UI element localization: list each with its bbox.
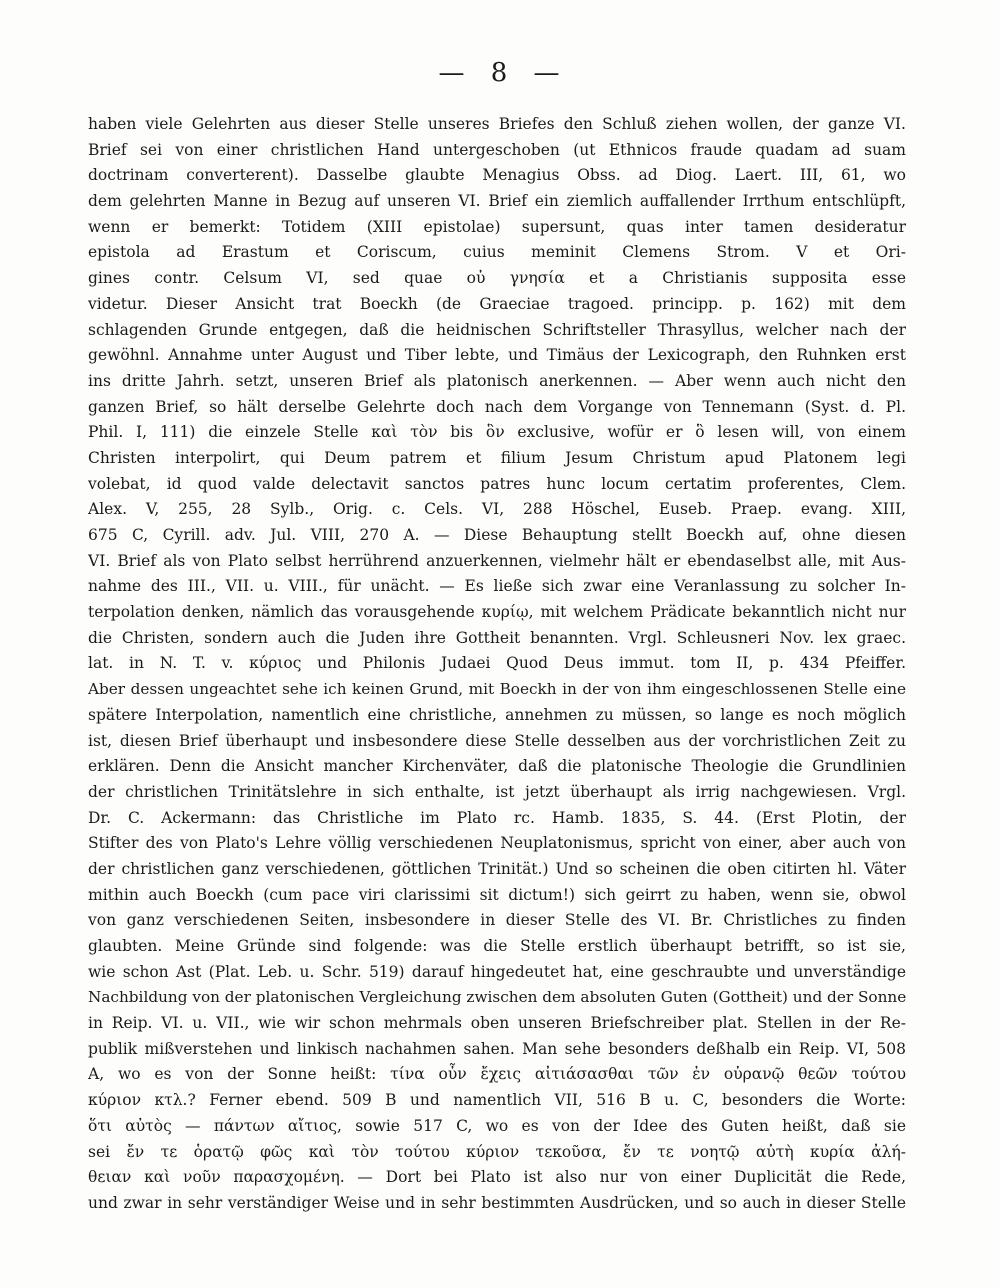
text-line: der christlichen ganz verschiedenen, göttlichen Trinität.) Und so scheinen die oben citirten hl. Väter <box>88 859 906 878</box>
text-line: A, wo es von der Sonne heißt: τίνα οὖν ἔχεις αἰτιάσασθαι τῶν ἐν οὐρανῷ θεῶν τούτου <box>88 1065 906 1084</box>
text-line: sei ἔν τε ὁρατῷ φῶς καὶ τὸν τούτου κύριον τεκοῦσα, ἔν τε νοητῷ αὐτὴ κυρία ἀλή- <box>88 1142 906 1161</box>
text-line: Alex. V, 255, 28 Sylb., Orig. c. Cels. VI, 288 Höschel, Euseb. Praep. evang. XIII, <box>88 500 906 519</box>
text-line: dem gelehrten Manne in Bezug auf unseren VI. Brief ein ziemlich auffallender Irrthum entschlüpft, <box>88 192 906 211</box>
text-line: 675 C, Cyrill. adv. Jul. VIII, 270 A. — Diese Behauptung stellt Boeckh auf, ohne diesen <box>88 526 906 544</box>
text-line: gines contr. Celsum VI, sed quae οὐ γνησία et a Christianis supposita esse <box>88 269 906 288</box>
text-line: ὅτι αὐτὸς — πάντων αἴτιος, sowie 517 C, wo es von der Idee des Guten heißt, daß sie <box>88 1116 906 1135</box>
text-line: Brief sei von einer christlichen Hand untergeschoben (ut Ethnicos fraude quadam ad suam <box>88 140 906 159</box>
text-line: spätere Interpolation, namentlich eine christliche, annehmen zu müssen, so lange es noch möglich <box>88 705 906 724</box>
body-text <box>88 112 906 1217</box>
text-line: haben viele Gelehrten aus dieser Stelle unseres Briefes den Schluß ziehen wollen, der ganze VI. <box>88 115 906 133</box>
text-line: Dr. C. Ackermann: das Christliche im Plato rc. Hamb. 1835, S. 44. (Erst Plotin, der <box>88 808 906 827</box>
text-line: Christen interpolirt, qui Deum patrem et filium Jesum Christum apud Platonem legi <box>88 448 906 467</box>
text-line: ist, diesen Brief überhaupt und insbesondere diese Stelle desselben aus der vorchristlichen Zeit zu <box>88 731 906 750</box>
text-line: videtur. Dieser Ansicht trat Boeckh (de Graeciae tragoed. principp. p. 162) mit dem <box>88 294 906 313</box>
page-header <box>0 58 1000 88</box>
text-line: volebat, id quod valde delectavit sanctos patres hunc locum certatim proferentes, Clem. <box>88 474 906 493</box>
text-line: Nachbildung von der platonischen Vergleichung zwischen dem absoluten Guten (Gottheit) und der Sonne <box>88 988 906 1007</box>
text-line: terpolation denken, nämlich das vorausgehende κυρίῳ, mit welchem Prädicate bekanntlich nicht nur <box>88 603 906 622</box>
text-line: κύριον κτλ.? Ferner ebend. 509 B und namentlich VII, 516 B u. C, besonders die Worte: <box>88 1091 906 1110</box>
text-line: Phil. I, 111) die einzele Stelle καὶ τὸν bis ὃν exclusive, wofür er ὃ lesen will, von einem <box>88 423 906 442</box>
text-line: lat. in N. T. v. κύριος und Philonis Judaei Quod Deus immut. tom II, p. 434 Pfeiffer. <box>88 654 906 673</box>
text-line: schlagenden Grunde entgegen, daß die heidnischen Schriftsteller Thrasyllus, welcher nach der <box>88 320 906 339</box>
header-dash-left: — <box>438 58 467 88</box>
text-line: gewöhnl. Annahme unter August und Tiber lebte, und Timäus der Lexicograph, den Ruhnken erst <box>88 346 906 365</box>
text-line: der christlichen Trinitätslehre in sich enthalte, ist jetzt überhaupt als irrig nachgewiesen. Vrgl. <box>88 782 906 801</box>
text-line: epistola ad Erastum et Coriscum, cuius meminit Clemens Strom. V et Ori- <box>88 243 906 262</box>
text-line: ganzen Brief, so hält derselbe Gelehrte doch nach dem Vorgange von Tennemann (Syst. d. Pl. <box>88 397 906 416</box>
text-line: Aber dessen ungeachtet sehe ich keinen Grund, mit Boeckh in der von ihm eingeschlossenen Stelle eine <box>88 680 906 699</box>
text-line: erklären. Denn die Ansicht mancher Kirchenväter, daß die platonische Theologie die Grundlinien <box>88 757 906 776</box>
text-line: wie schon Ast (Plat. Leb. u. Schr. 519) darauf hingedeutet hat, eine geschraubte und unverständige <box>88 962 906 981</box>
text-line: wenn er bemerkt: Totidem (XIII epistolae) supersunt, quas inter tamen desideratur <box>88 217 906 236</box>
text-line: in Reip. VI. u. VII., wie wir schon mehrmals oben unseren Briefschreiber plat. Stellen in der Re- <box>88 1014 906 1033</box>
text-line: nahme des III., VII. u. VIII., für unächt. — Es ließe sich zwar eine Veranlassung zu solcher In- <box>88 577 906 596</box>
text-line: publik mißverstehen und linkisch nachahmen sahen. Man sehe besonders deßhalb ein Reip. VI, 508 <box>88 1039 906 1058</box>
text-line: die Christen, sondern auch die Juden ihre Gottheit benannten. Vrgl. Schleusneri Nov. lex graec. <box>88 628 906 647</box>
text-line: VI. Brief als von Plato selbst herrührend anzuerkennen, vielmehr hält er ebendaselbst alle, mit Aus- <box>88 551 906 570</box>
text-line: Stifter des von Plato's Lehre völlig verschiedenen Neuplatonismus, spricht von einer, aber auch von <box>88 834 906 853</box>
text-line: θειαν καὶ νοῦν παρασχομένη. — Dort bei Plato ist also nur von einer Duplicität die Rede, <box>88 1168 906 1187</box>
page-number: 8 <box>490 58 510 88</box>
text-line: und zwar in sehr verständiger Weise und in sehr bestimmten Ausdrücken, und so auch in dieser Stelle <box>88 1193 906 1212</box>
text-line: glaubten. Meine Gründe sind folgende: was die Stelle erstlich überhaupt betrifft, so ist sie, <box>88 937 906 955</box>
header-dash-right: — <box>533 58 562 88</box>
text-line: doctrinam converterent). Dasselbe glaubte Menagius Obss. ad Diog. Laert. III, 61, wo <box>88 166 906 185</box>
text-line: von ganz verschiedenen Seiten, insbesondere in dieser Stelle des VI. Br. Christliches zu finden <box>88 911 906 930</box>
text-line: mithin auch Boeckh (cum pace viri clarissimi sit dictum!) sich geirrt zu haben, wenn sie, obwol <box>88 885 906 904</box>
text-line: ins dritte Jahrh. setzt, unseren Brief als platonisch anerkennen. — Aber wenn auch nicht den <box>88 371 906 390</box>
